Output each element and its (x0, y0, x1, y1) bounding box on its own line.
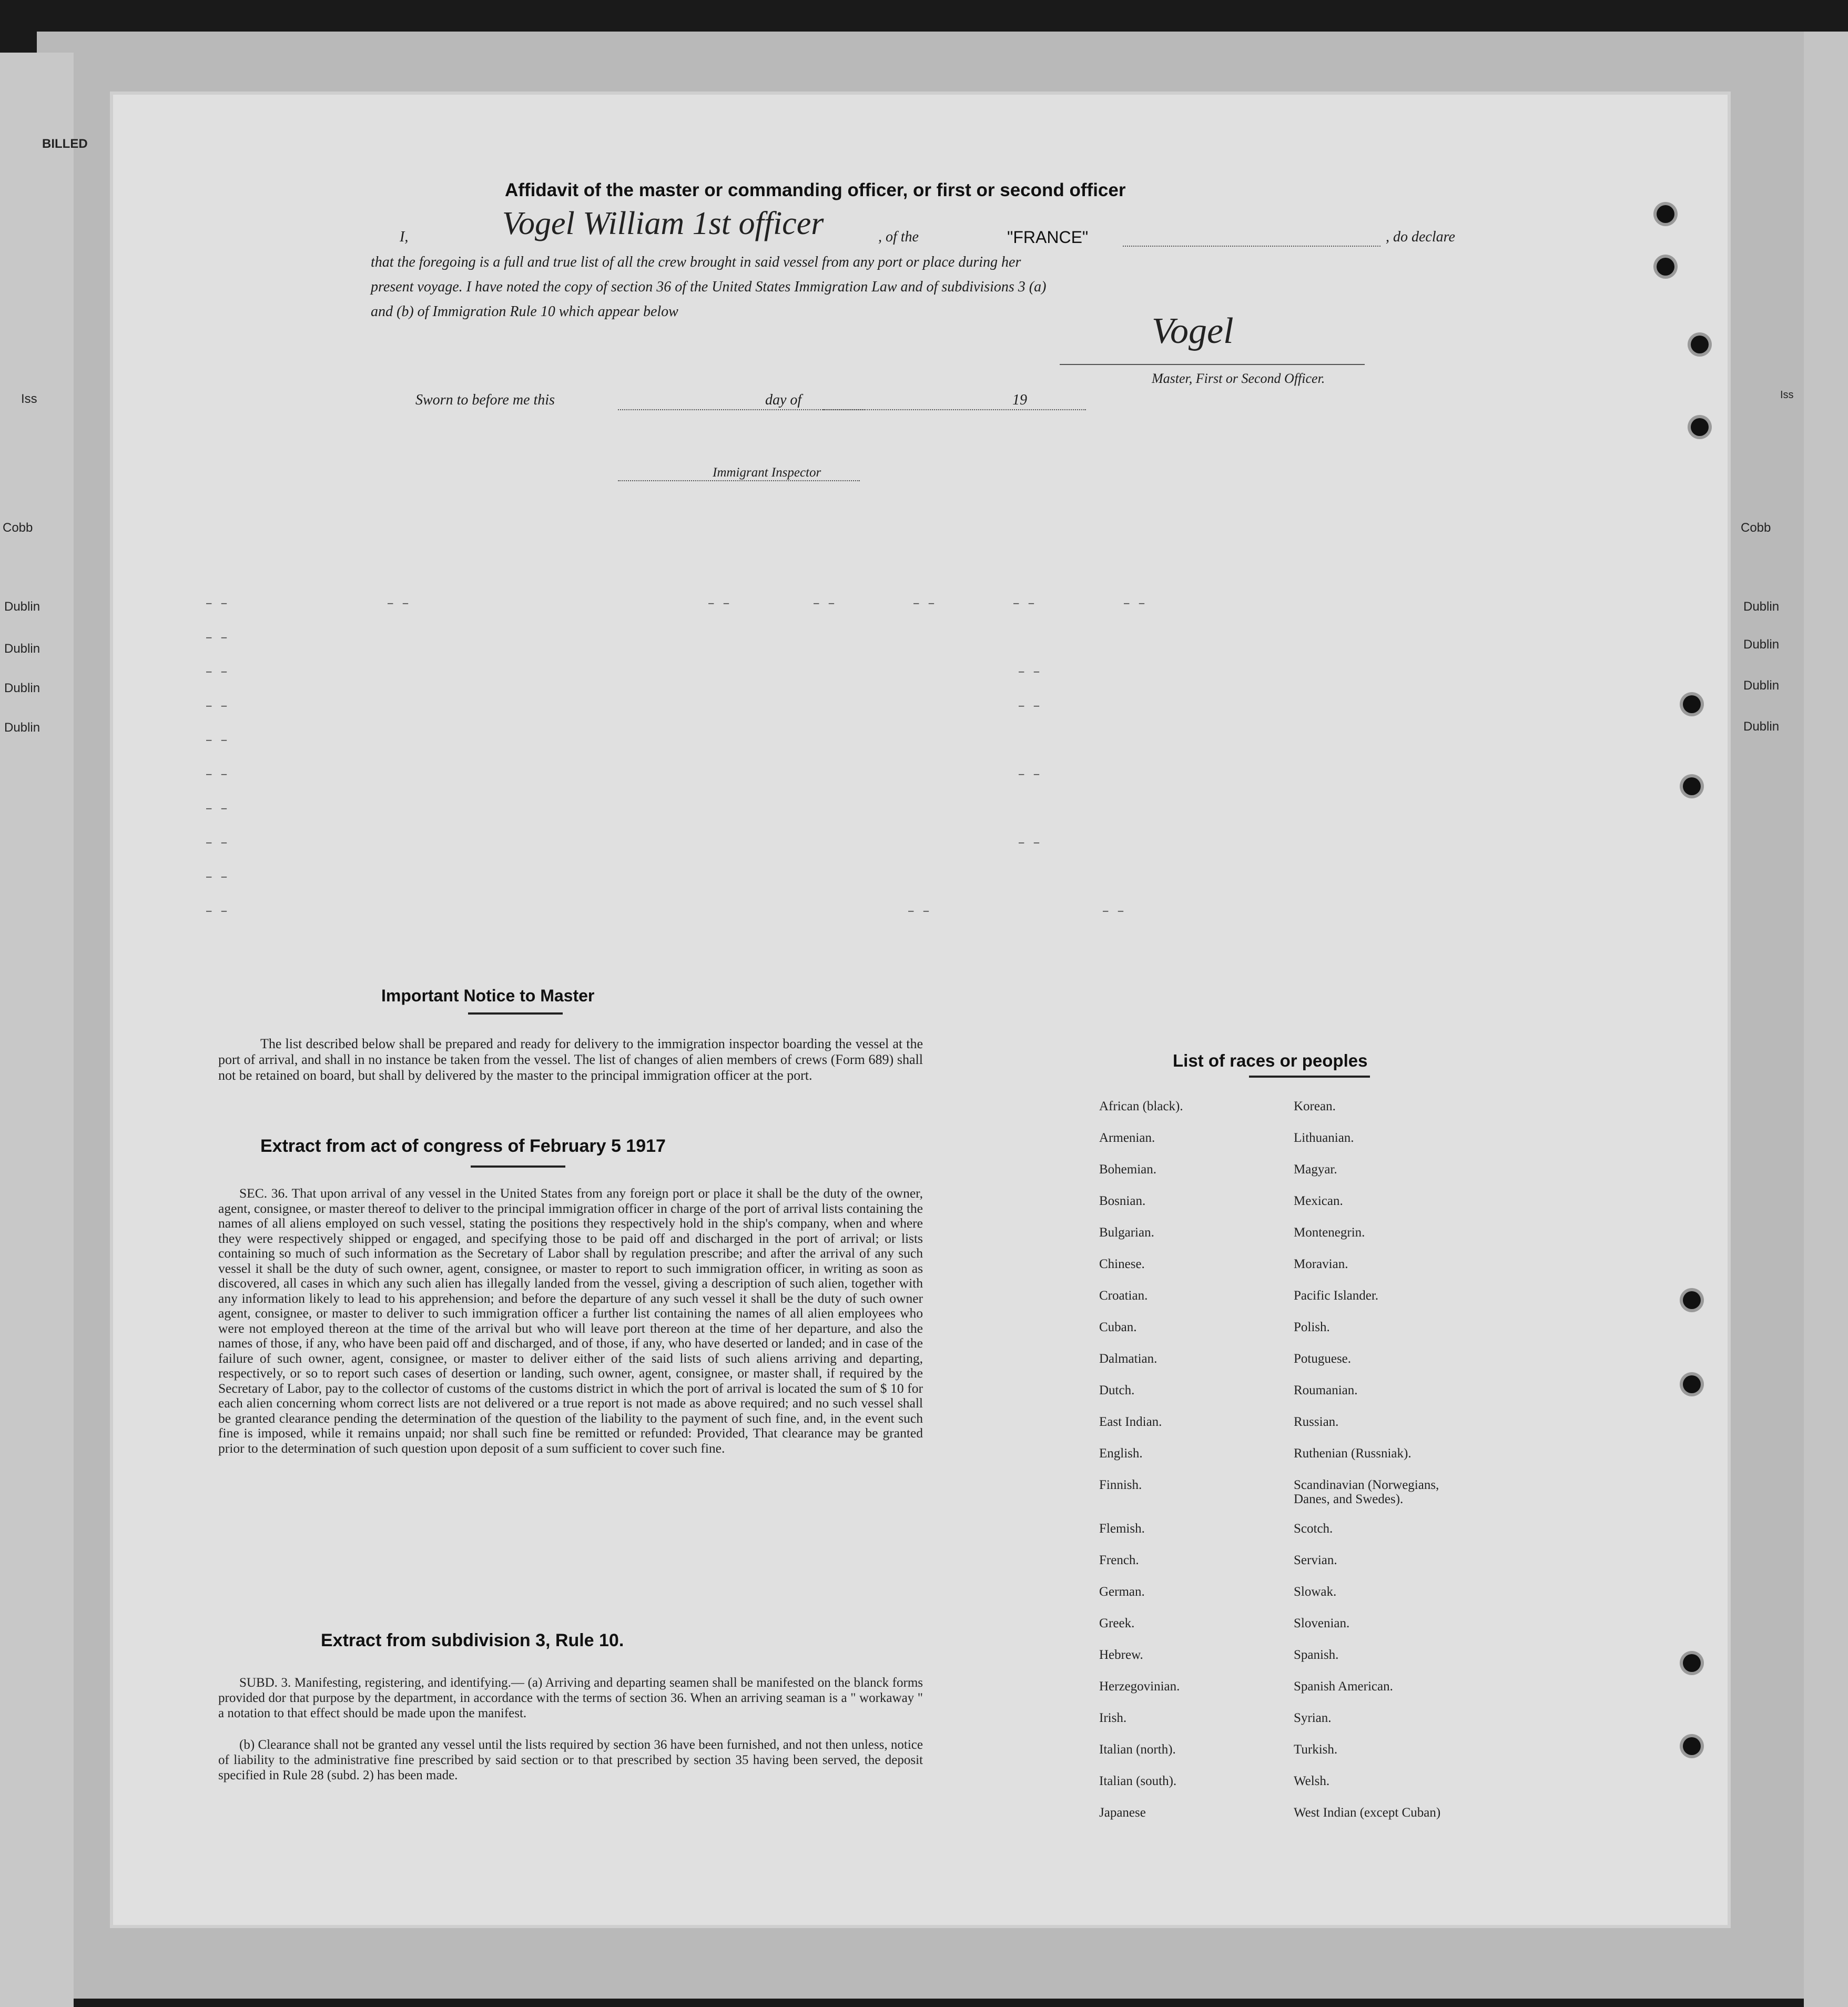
race-item: Scotch. (1294, 1522, 1333, 1536)
binder-hole (1683, 695, 1701, 713)
margin-right-cobb: Cobb (1741, 521, 1771, 535)
margin-right-dublin-3: Dublin (1743, 678, 1780, 693)
race-item: Italian (south). (1099, 1774, 1177, 1788)
affidavit-line-4: and (b) of Immigration Rule 10 which appear below (371, 303, 678, 320)
race-item: Japanese (1099, 1806, 1146, 1820)
sworn-label: Sworn to before me this (415, 392, 555, 408)
race-item: Moravian. (1294, 1257, 1348, 1271)
race-item: Spanish. (1294, 1648, 1339, 1662)
extract-rule-body-a: SUBD. 3. Manifesting, registering, and identifying.— (a) Arriving and departing seamen shall be manifested on the blanck forms provided dor that purpose by the department, in accordance with the terms of section 36. When an arriving seaman is a " workaway " a notation to that effect should be made upon the manifest. (218, 1676, 923, 1720)
race-item: Croatian. (1099, 1289, 1148, 1303)
race-item: English. (1099, 1446, 1143, 1461)
margin-right-dublin-4: Dublin (1743, 719, 1780, 734)
margin-left-cobb: Cobb (3, 521, 33, 535)
race-item: Spanish American. (1294, 1679, 1393, 1694)
race-item: African (black). (1099, 1099, 1183, 1113)
affidavit-i-label: I, (400, 229, 409, 245)
binder-hole (1683, 777, 1701, 795)
race-item: Herzegovinian. (1099, 1679, 1180, 1694)
race-item: Lithuanian. (1294, 1131, 1354, 1145)
officer-signature: Vogel (1152, 311, 1234, 351)
handwritten-officer-name: Vogel William 1st officer (502, 206, 824, 241)
inspector-caption: Immigrant Inspector (713, 465, 821, 480)
margin-left-dublin-4: Dublin (4, 721, 40, 735)
race-item: West Indian (except Cuban) (1294, 1806, 1441, 1820)
race-item: Flemish. (1099, 1522, 1145, 1536)
margin-right-dublin-1: Dublin (1743, 600, 1780, 614)
binder-hole (1683, 1654, 1701, 1672)
extract-act-body: SEC. 36. That upon arrival of any vessel in the United States from any foreign port or place it shall be the duty of the owner, agent, consignee, or master thereof to deliver to the principal immigration officer in charge of the port of arrival lists containing the names of all aliens employed on such vessel, stating the positions they respectively hold in the ship's company, when and where they were respectively shipped or engaged, and specifying those to be paid off and discharged in the port of arrival; or lists containing so much of such information as the Secretary of Labor shall by regulation prescribe; and after the arrival of any such vessel it shall be the duty of such owner, agent, consignee, or master to report to such immigration officer, in writing as soon as discovered, all cases in which any such alien has illegally landed from the vessel, giving a description of such alien, together with any information likely to lead to his apprehension; and before the departure of any such vessel it shall be the duty of such owner agent, consignee, or master to deliver to such immigration officer a further list containing the names of all alien employees who were not employed thereon at the time of the arrival but who will leave port thereon at the time of her departure, and also the names of those, if any, who have been paid off and discharged, and of those, if any, who have deserted or landed; and in case of the failure of such owner, agent, consignee, or master to deliver either of the said lists of such aliens arriving and departing, respectively, or so to report such cases of desertion or landing, such owner, agent, consignee, or master shall, if required by the Secretary of Labor, pay to the collector of customs of the customs district in which the port of arrival is located the sum of $ 10 for each alien concerning whom correct lists are not delivered or a true report is not made as above required; and no such vessel shall be granted clearance pending the determination of the question of the liability to the payment of such fine, and, in the event such fine is imposed, while it remains unpaid; nor shall such fine be remitted or refunded: Provided, That clearance may be granted prior to the determination of such question upon deposit of a sum sufficient to cover such fine. (218, 1185, 923, 1456)
left-adjacent-page (0, 53, 74, 2007)
affidavit-title: Affidavit of the master or commanding officer, or first or second officer (505, 180, 1126, 200)
margin-left-dublin-3: Dublin (4, 681, 40, 695)
race-item: Slovenian. (1294, 1616, 1350, 1630)
race-item: Turkish. (1294, 1742, 1338, 1757)
vessel-name: "FRANCE" (1007, 228, 1089, 247)
race-item: Hebrew. (1099, 1648, 1143, 1662)
race-item: Polish. (1294, 1320, 1330, 1334)
notice-title: Important Notice to Master (381, 986, 595, 1005)
affidavit-line-2: that the foregoing is a full and true list of all the crew brought in said vessel from any port or place during her (371, 254, 1021, 270)
affidavit-do-declare: , do declare (1386, 229, 1455, 245)
year-prefix: 19 (1012, 392, 1027, 408)
extract-rule-body-b: (b) Clearance shall not be granted any vessel until the lists required by section 36 have been furnished, and not then unless, notice of liability to the administrative fine prescribed by said section or to that prescribed by section 35 having been served, the deposit specified in Rule 28 (subd. 2) has been made. (218, 1738, 923, 1782)
binder-hole (1691, 418, 1709, 436)
race-item: Greek. (1099, 1616, 1135, 1630)
margin-left-dublin-1: Dublin (4, 600, 40, 614)
margin-right-dublin-2: Dublin (1743, 637, 1780, 652)
race-item: East Indian. (1099, 1415, 1162, 1429)
binder-hole (1683, 1375, 1701, 1393)
binder-hole (1691, 336, 1709, 353)
race-item: Ruthenian (Russniak). (1294, 1446, 1412, 1461)
manifest-page: Affidavit of the master or commanding officer, or first or second officer I, Vogel William 1st officer , of the "FRANCE" , do declare that the foregoing is a full and true list of all the crew brought in said vessel from any port or place during her present voyage. I have noted the copy of section 36 of the United States Immigration Law and of subdivisions 3 (a) and (b) of Immigration Rule 10 which appear below Vogel Master, First or Second Officer. Sworn to before me this day of 19 Immigrant Inspector – – – – – – – – – – – – – – – – – – – – – – – – – – – – – – – – – – – – – – – – – – – – Important Notice to Master The list described below shall be prepared and ready for delivery to the immigration inspector boarding the vessel at the port of arrival, and shall in no instance be taken from the vessel. The list of changes of alien members of crews (Form 689) shall not be retained on board, but shall by delivered by the master to the principal immigration officer at the port. Extract from act of congress of February 5 1917 SEC. 36. That upon arrival of any vessel in the United States from any foreign port or place it shall be the duty of the owner, agent, consignee, or master thereof to deliver to the principal immigration officer in charge of the port of arrival lists containing the names of all aliens employed on such vessel, stating the positions they respectively hold in the ship's company, when and where they were respectively shipped or engaged, and specifying those to be paid off and discharged in the port of arrival; or lists containing so much of such information as the Secretary of Labor shall by regulation prescribe; and after the arrival of any such vessel it shall be the duty of such owner, agent, consignee, or master to report to such immigration officer, in writing as soon as discovered, all cases in which any such alien has illegally landed from the vessel, giving a description of such alien, together with any information likely to lead to his apprehension; and before the departure of any such vessel it shall be the duty of such owner agent, consignee, or master to deliver to such immigration officer a further list containing the names of all alien employees who were not employed thereon at the time of the arrival but who will leave port thereon at the time of her departure, and also the names of those, if any, who have been paid off and discharged, and of those, if any, who have deserted or landed; and in case of the failure of such owner, agent, consignee, or master to deliver either of the said lists of such aliens arriving and departing, respectively, or so to report such cases of desertion or landing, such owner, agent, consignee, or master shall, if required by the Secretary of Labor, pay to the collector of customs of the customs district in which the port of arrival is located the sum of $ 10 for each alien concerning whom correct lists are not delivered or a true report is not made as above required; and no such vessel shall be granted clearance pending the determination of the question of the liability to the payment of such fine, and, in the event such fine is imposed, while it remains unpaid; nor shall such fine be remitted or refunded: Provided, That clearance may be granted prior to the determination of such question upon deposit of a sum sufficient to cover such fine. Extract from subdivision 3, Rule 10. SUBD. 3. Manifesting, registering, and identifying.— (a) Arriving and departing seamen shall be manifested on the blanck forms provided dor that purpose by the department, in accordance with the terms of section 36. When an arriving seaman is a " workaway " a notation to that effect should be made upon the manifest. (b) Clearance shall not be granted any vessel until the lists required by section 36 have been furnished, and not then unless, notice of liability to the administrative fine prescribed by said section or to that prescribed by section 35 having been served, the deposit specified in Rule 28 (subd. 2) has been made. List of races or peoples African (black). Armenian. Bohemian. Bosnian. Bulgarian. Chinese. Croatian. Cuban. Dalmatian. Dutch. East Indian. English. Finnish. Flemish. French. German. Greek. Hebrew. Herzegovinian. Irish. Italian (north). Italian (south). Japanese Korean. Lithuanian. Magyar. Mexican. Montenegrin. Moravian. Pacific Islander. Polish. Potuguese. Roumanian. Russian. Ruthenian (Russniak). Scandinavian (Norwegians, Danes, and Swedes). Scotch. Servian. Slowak. Slovenian. Spanish. Spanish American. Syrian. Turkish. Welsh. West Indian (except Cuban) (113, 95, 1728, 1925)
race-item: Italian (north). (1099, 1742, 1176, 1757)
affidavit-line-3: present voyage. I have noted the copy of section 36 of the United States Immigration Law and of subdivisions 3 (a) (371, 279, 1047, 295)
race-item: Slowak. (1294, 1585, 1337, 1599)
race-item: Roumanian. (1294, 1383, 1358, 1397)
race-item: Bosnian. (1099, 1194, 1146, 1208)
margin-billed: BILLED (42, 137, 88, 151)
margin-left-iss: Iss (21, 392, 37, 406)
extract-rule-title: Extract from subdivision 3, Rule 10. (321, 1630, 624, 1650)
race-item: Bulgarian. (1099, 1225, 1154, 1240)
race-item: German. (1099, 1585, 1145, 1599)
race-item: Magyar. (1294, 1162, 1337, 1177)
race-item: Finnish. (1099, 1478, 1142, 1492)
signature-caption: Master, First or Second Officer. (1152, 371, 1325, 386)
right-adjacent-page (1804, 32, 1848, 2007)
binder-hole (1657, 258, 1674, 276)
race-item: Welsh. (1294, 1774, 1330, 1788)
margin-right-iss: Iss (1780, 389, 1794, 401)
race-item: Bohemian. (1099, 1162, 1157, 1177)
race-item: Potuguese. (1294, 1352, 1352, 1366)
race-item: Servian. (1294, 1553, 1337, 1567)
race-item: Russian. (1294, 1415, 1339, 1429)
margin-left-dublin-2: Dublin (4, 642, 40, 656)
race-item: Pacific Islander. (1294, 1289, 1379, 1303)
race-item: Korean. (1294, 1099, 1336, 1113)
race-item: Scandinavian (Norwegians, Danes, and Swedes). (1294, 1478, 1439, 1506)
race-item: Irish. (1099, 1711, 1127, 1725)
notice-body: The list described below shall be prepared and ready for delivery to the immigration inspector boarding the vessel at the port of arrival, and shall in no instance be taken from the vessel. The list of changes of alien members of crews (Form 689) shall not be retained on board, but shall by delivered by the master to the principal immigration officer at the port. (218, 1036, 923, 1083)
binder-hole (1683, 1737, 1701, 1755)
race-item: Dutch. (1099, 1383, 1135, 1397)
race-item: Mexican. (1294, 1194, 1343, 1208)
race-item: Syrian. (1294, 1711, 1332, 1725)
binder-hole (1657, 205, 1674, 223)
race-item: Armenian. (1099, 1131, 1155, 1145)
extract-act-title: Extract from act of congress of February 5 1917 (260, 1136, 666, 1156)
binder-hole (1683, 1291, 1701, 1309)
race-item: Montenegrin. (1294, 1225, 1365, 1240)
race-item: Cuban. (1099, 1320, 1137, 1334)
race-item: Dalmatian. (1099, 1352, 1157, 1366)
affidavit-of-the: , of the (878, 229, 919, 245)
race-item: French. (1099, 1553, 1139, 1567)
races-title: List of races or peoples (1173, 1051, 1368, 1070)
race-item: Chinese. (1099, 1257, 1145, 1271)
day-of-label: day of (765, 392, 802, 408)
